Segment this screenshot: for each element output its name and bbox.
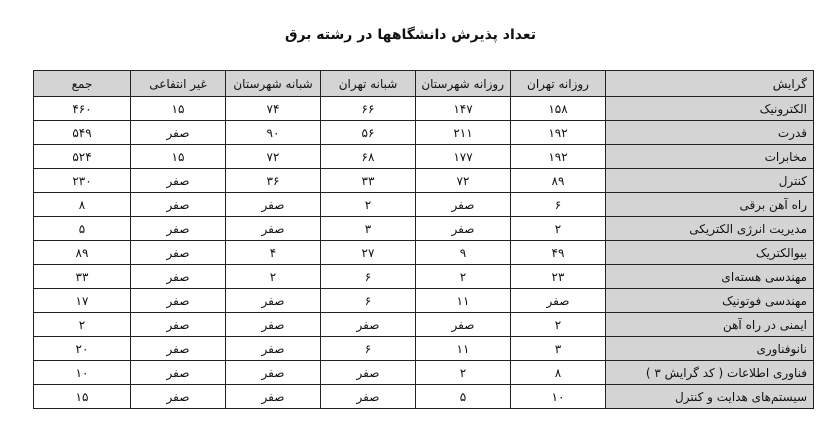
- cell-evening-tehran: ۶: [321, 265, 416, 289]
- cell-day-tehran: ۸: [511, 361, 606, 385]
- table-row: [34, 289, 814, 313]
- cell-total: ۵۴۹: [34, 121, 131, 145]
- cell-branch: ایمنی در راه آهن: [606, 313, 814, 337]
- cell-day-provinces: ۱۷۷: [416, 145, 511, 169]
- table-row: [34, 361, 814, 385]
- header-day-tehran: روزانه تهران: [511, 71, 606, 97]
- cell-non-profit: صفر: [131, 169, 226, 193]
- cell-evening-provinces: صفر: [226, 217, 321, 241]
- cell-day-provinces: ۵: [416, 385, 511, 409]
- header-total: جمع: [34, 71, 131, 97]
- cell-day-tehran: ۱۰: [511, 385, 606, 409]
- cell-branch: فناوری اطلاعات ( کد گرایش ۳ ): [606, 361, 814, 385]
- cell-day-provinces: صفر: [416, 313, 511, 337]
- cell-evening-provinces: صفر: [226, 385, 321, 409]
- cell-evening-tehran: ۶۸: [321, 145, 416, 169]
- cell-evening-provinces: ۴: [226, 241, 321, 265]
- cell-day-provinces: ۹: [416, 241, 511, 265]
- cell-day-provinces: ۲۱۱: [416, 121, 511, 145]
- cell-total: ۲: [34, 313, 131, 337]
- cell-non-profit: صفر: [131, 193, 226, 217]
- cell-evening-tehran: صفر: [321, 385, 416, 409]
- cell-evening-tehran: ۶۶: [321, 97, 416, 121]
- table-row: [34, 169, 814, 193]
- cell-branch: نانوفناوری: [606, 337, 814, 361]
- header-non-profit: غیر انتفاعی: [131, 71, 226, 97]
- header-evening-provinces: شبانه شهرستان: [226, 71, 321, 97]
- cell-total: ۸۹: [34, 241, 131, 265]
- cell-evening-provinces: صفر: [226, 289, 321, 313]
- cell-non-profit: صفر: [131, 385, 226, 409]
- cell-branch: مهندسی هسته‌ای: [606, 265, 814, 289]
- cell-branch: راه آهن برقی: [606, 193, 814, 217]
- table-row: [34, 121, 814, 145]
- table-row: [34, 145, 814, 169]
- cell-non-profit: صفر: [131, 337, 226, 361]
- cell-total: ۸: [34, 193, 131, 217]
- cell-day-tehran: ۲۳: [511, 265, 606, 289]
- cell-day-tehran: ۱۹۲: [511, 145, 606, 169]
- header-evening-tehran: شبانه تهران: [321, 71, 416, 97]
- cell-branch: الکترونیک: [606, 97, 814, 121]
- table-row: [34, 193, 814, 217]
- cell-evening-tehran: ۳: [321, 217, 416, 241]
- cell-evening-tehran: ۲۷: [321, 241, 416, 265]
- cell-day-tehran: ۱۵۸: [511, 97, 606, 121]
- table-row: [34, 265, 814, 289]
- cell-evening-provinces: ۹۰: [226, 121, 321, 145]
- table-row: [34, 385, 814, 409]
- cell-total: ۱۷: [34, 289, 131, 313]
- document-title: تعداد پذیرش دانشگاهها در رشته برق: [284, 27, 537, 43]
- cell-evening-tehran: ۵۶: [321, 121, 416, 145]
- cell-branch: قدرت: [606, 121, 814, 145]
- cell-branch: سیستم‌های هدایت و کنترل: [606, 385, 814, 409]
- cell-branch: بیوالکتریک: [606, 241, 814, 265]
- cell-day-provinces: ۱۱: [416, 289, 511, 313]
- admissions-table: [33, 70, 814, 409]
- cell-day-provinces: صفر: [416, 193, 511, 217]
- table-row: [34, 241, 814, 265]
- cell-evening-tehran: صفر: [321, 313, 416, 337]
- cell-day-tehran: ۶: [511, 193, 606, 217]
- cell-total: ۱۰: [34, 361, 131, 385]
- table-row: [34, 337, 814, 361]
- cell-non-profit: صفر: [131, 289, 226, 313]
- cell-day-provinces: ۱۱: [416, 337, 511, 361]
- cell-total: ۵: [34, 217, 131, 241]
- cell-total: ۴۶۰: [34, 97, 131, 121]
- cell-day-tehran: ۳: [511, 337, 606, 361]
- cell-total: ۱۵: [34, 385, 131, 409]
- cell-evening-provinces: ۳۶: [226, 169, 321, 193]
- cell-evening-provinces: صفر: [226, 337, 321, 361]
- cell-total: ۳۳: [34, 265, 131, 289]
- cell-day-provinces: ۲: [416, 265, 511, 289]
- cell-evening-provinces: صفر: [226, 193, 321, 217]
- header-branch: گرایش: [606, 71, 814, 97]
- cell-non-profit: صفر: [131, 313, 226, 337]
- cell-total: ۵۲۴: [34, 145, 131, 169]
- cell-day-provinces: ۱۴۷: [416, 97, 511, 121]
- cell-day-provinces: صفر: [416, 217, 511, 241]
- cell-day-tehran: ۸۹: [511, 169, 606, 193]
- cell-evening-tehran: ۲: [321, 193, 416, 217]
- table-header-row: [34, 71, 814, 97]
- cell-total: ۲۳۰: [34, 169, 131, 193]
- cell-evening-tehran: ۶: [321, 289, 416, 313]
- cell-day-provinces: ۷۲: [416, 169, 511, 193]
- cell-day-tehran: ۲: [511, 217, 606, 241]
- table-body: [34, 97, 814, 409]
- cell-non-profit: صفر: [131, 217, 226, 241]
- header-day-provinces: روزانه شهرستان: [416, 71, 511, 97]
- cell-evening-tehran: ۶: [321, 337, 416, 361]
- cell-evening-tehran: صفر: [321, 361, 416, 385]
- cell-day-tehran: ۴۹: [511, 241, 606, 265]
- cell-day-tehran: ۲: [511, 313, 606, 337]
- cell-non-profit: صفر: [131, 265, 226, 289]
- cell-evening-provinces: صفر: [226, 361, 321, 385]
- cell-non-profit: صفر: [131, 361, 226, 385]
- cell-total: ۲۰: [34, 337, 131, 361]
- cell-day-tehran: ۱۹۲: [511, 121, 606, 145]
- cell-day-tehran: صفر: [511, 289, 606, 313]
- cell-non-profit: ۱۵: [131, 97, 226, 121]
- cell-day-provinces: ۲: [416, 361, 511, 385]
- cell-branch: کنترل: [606, 169, 814, 193]
- cell-evening-provinces: ۷۲: [226, 145, 321, 169]
- cell-branch: مدیریت انرژی الکتریکی: [606, 217, 814, 241]
- table-row: [34, 97, 814, 121]
- cell-branch: مخابرات: [606, 145, 814, 169]
- cell-evening-provinces: ۲: [226, 265, 321, 289]
- cell-evening-provinces: صفر: [226, 313, 321, 337]
- cell-non-profit: ۱۵: [131, 145, 226, 169]
- table-row: [34, 217, 814, 241]
- cell-non-profit: صفر: [131, 241, 226, 265]
- cell-evening-provinces: ۷۴: [226, 97, 321, 121]
- cell-non-profit: صفر: [131, 121, 226, 145]
- cell-branch: مهندسی فوتونیک: [606, 289, 814, 313]
- table-row: [34, 313, 814, 337]
- cell-evening-tehran: ۳۳: [321, 169, 416, 193]
